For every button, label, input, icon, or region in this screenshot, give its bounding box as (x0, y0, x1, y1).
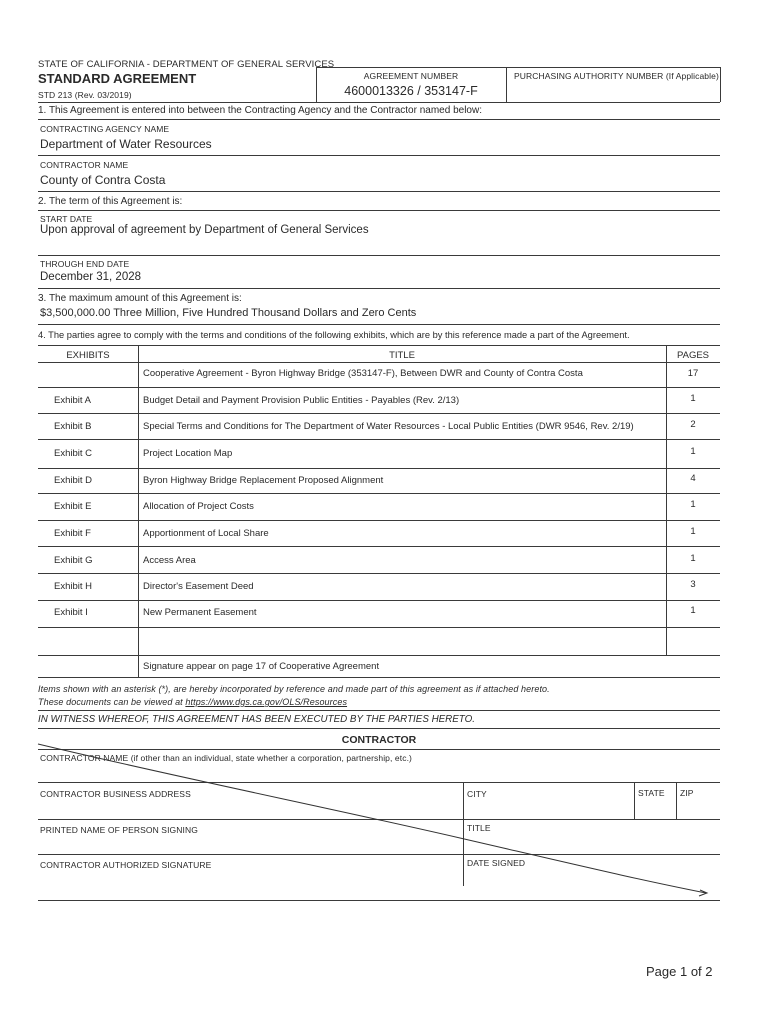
section4-intro: 4. The parties agree to comply with the terms and conditions of the following exhibits, which are by this reference made a part of the Agreement. (38, 330, 630, 340)
exhibit-title: Budget Detail and Payment Provision Public Entities - Payables (Rev. 2/13) (143, 395, 460, 406)
exhibit-title: New Permanent Easement (143, 607, 257, 618)
signature-label: CONTRACTOR AUTHORIZED SIGNATURE (40, 860, 212, 870)
witness-statement: IN WITNESS WHEREOF, THIS AGREEMENT HAS BEEN EXECUTED BY THE PARTIES HERETO. (38, 714, 475, 725)
purchasing-authority-label: PURCHASING AUTHORITY NUMBER (If Applicable) (514, 71, 719, 81)
page-number: Page 1 of 2 (646, 964, 713, 979)
exhibit-pages: 17 (687, 368, 699, 379)
exhibit-label: Exhibit G (54, 555, 93, 566)
date-signed-label: DATE SIGNED (467, 858, 526, 868)
exhibit-pages: 4 (690, 473, 696, 484)
exhibit-pages: 1 (690, 446, 696, 457)
exhibit-label: Exhibit B (54, 421, 92, 432)
exhibits-header: EXHIBITS (66, 350, 110, 361)
exhibit-label: Exhibit C (54, 448, 93, 459)
section1-intro: 1. This Agreement is entered into between the Contracting Agency and the Contractor named below: (38, 105, 482, 116)
contractor-name-value[interactable]: County of Contra Costa (40, 173, 166, 187)
agency-name-value[interactable]: Department of Water Resources (40, 137, 212, 151)
agency-line: STATE OF CALIFORNIA - DEPARTMENT OF GENERAL SERVICES (38, 59, 335, 70)
section3-intro: 3. The maximum amount of this Agreement is: (38, 293, 242, 304)
exhibit-label: Exhibit F (54, 528, 91, 539)
agency-name-label: CONTRACTING AGENCY NAME (40, 124, 170, 134)
agreement-number-label: AGREEMENT NUMBER (363, 71, 459, 81)
form-title: STANDARD AGREEMENT (38, 71, 197, 86)
exhibit-pages: 3 (690, 579, 696, 590)
exhibit-title: Project Location Map (143, 448, 233, 459)
exhibit-pages: 1 (690, 499, 696, 510)
printed-name-label: PRINTED NAME OF PERSON SIGNING (40, 825, 198, 835)
pages-header: PAGES (676, 350, 710, 361)
exhibit-pages: 1 (690, 393, 696, 404)
title-header: TITLE (389, 350, 415, 361)
exhibit-title: Allocation of Project Costs (143, 501, 254, 512)
agreement-number-value[interactable]: 4600013326 / 353147-F (344, 84, 478, 98)
exhibit-label: Exhibit A (54, 395, 91, 406)
amount-value[interactable]: $3,500,000.00 Three Million, Five Hundred Thousand Dollars and Zero Cents (40, 307, 417, 319)
exhibit-title: Byron Highway Bridge Replacement Proposed Alignment (143, 475, 384, 486)
resources-link[interactable]: https://www.dgs.ca.gov/OLS/Resources (185, 697, 348, 707)
exhibit-title: Special Terms and Conditions for The Department of Water Resources - Local Public Entities (DWR 9546, Rev. 2/19) (143, 421, 634, 432)
contractor-heading: CONTRACTOR (341, 734, 417, 746)
exhibit-pages: 1 (690, 605, 696, 616)
title-label: TITLE (467, 823, 491, 833)
start-date-value[interactable]: Upon approval of agreement by Department of General Services (40, 224, 369, 236)
section2-intro: 2. The term of this Agreement is: (38, 196, 183, 207)
contractor-name-label: CONTRACTOR NAME (40, 160, 129, 170)
asterisk-note: Items shown with an asterisk (*), are hereby incorporated by reference and made part of this agreement as if attached hereto. (38, 684, 550, 694)
end-date-label: THROUGH END DATE (40, 259, 130, 269)
exhibit-pages: 2 (690, 419, 696, 430)
resources-note-prefix: These documents can be viewed at (38, 697, 186, 707)
exhibit-pages: 1 (690, 553, 696, 564)
city-label: CITY (467, 789, 487, 799)
zip-label: ZIP (680, 788, 694, 798)
exhibit-label: Exhibit I (54, 607, 88, 618)
business-address-label: CONTRACTOR BUSINESS ADDRESS (40, 789, 191, 799)
exhibit-title: Cooperative Agreement - Byron Highway Bridge (353147-F), Between DWR and County of Contra Costa (143, 368, 583, 379)
exhibit-pages: 1 (690, 526, 696, 537)
exhibit-title: Access Area (143, 555, 196, 566)
exhibit-label: Exhibit E (54, 501, 92, 512)
state-label: STATE (638, 788, 665, 798)
end-date-value[interactable]: December 31, 2028 (40, 271, 142, 283)
exhibit-title: Apportionment of Local Share (143, 528, 269, 539)
contractor-name-label-2: CONTRACTOR NAME (if other than an individual, state whether a corporation, partnership, etc.) (40, 753, 412, 763)
exhibit-title: Signature appear on page 17 of Cooperative Agreement (143, 661, 380, 672)
exhibit-label: Exhibit H (54, 581, 93, 592)
start-date-label: START DATE (40, 214, 93, 224)
exhibit-label: Exhibit D (54, 475, 93, 486)
exhibit-title: Director's Easement Deed (143, 581, 254, 592)
form-number: STD 213 (Rev. 03/2019) (38, 90, 132, 100)
